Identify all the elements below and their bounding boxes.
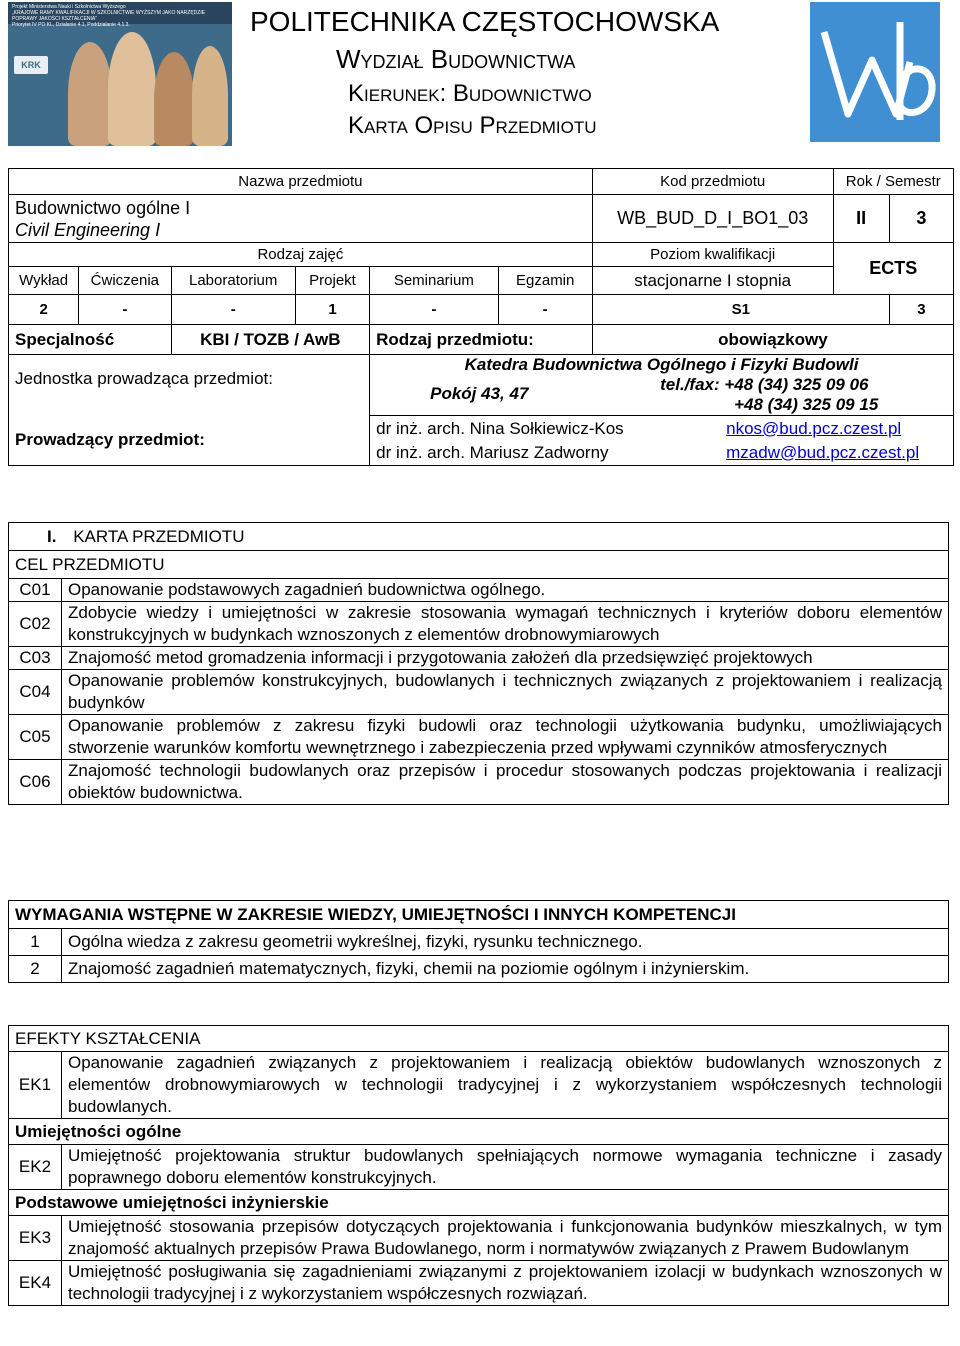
col-header-name: Nazwa przedmiotu [9,169,593,195]
outcome-code: EK1 [9,1052,62,1119]
course-info-table [8,168,954,466]
col-header-code: Kod przedmiotu [592,169,833,195]
goal-code: C03 [9,647,62,670]
prereq-code: 1 [9,929,62,956]
tel-fax-2: +48 (34) 325 09 15 [734,395,879,414]
outcome-code: EK4 [9,1261,62,1306]
class-type-header: Rodzaj zajęć [9,243,593,267]
prereq-text: Ogólna wiedza z zakresu geometrii wykreślnej, fizyki, rysunku technicznego. [62,929,949,956]
faculty-name: Wydział Budownictwa [336,44,576,74]
goal-code: C06 [9,760,62,805]
outcome-code: EK3 [9,1216,62,1261]
specialty-label: Specjalność [9,325,172,355]
goal-code: C01 [9,579,62,602]
prerequisites-table [8,900,949,983]
type-exam: Egzamin [498,267,592,295]
project-banner [8,2,232,146]
unit-label: Jednostka prowadząca przedmiot: [9,355,370,416]
type-laboratory: Laboratorium [171,267,295,295]
ects-value: 3 [889,295,953,325]
level-code: S1 [592,295,889,325]
type-project: Projekt [295,267,369,295]
course-code: WB_BUD_D_I_BO1_03 [592,195,833,243]
col-header-year: Rok / Semestr [833,169,953,195]
course-kind-value: obowiązkowy [592,325,953,355]
outcome-text: Umiejętność projektowania struktur budowlanych spełniających normowe wymagania techniczne i zasady poprawnego doboru elementów konstrukcyjnych. [62,1145,949,1190]
unit-name: Katedra Budownictwa Ogólnego i Fizyki Budowli [464,355,859,374]
prereq-text: Znajomość zagadnień matematycznych, fizyki, chemii na poziomie ogólnym i inżynierskim. [62,956,949,983]
hours-exam: - [498,295,592,325]
document-title: Karta Opisu Przedmiotu [348,112,597,139]
goal-code: C05 [9,715,62,760]
outcome-subheader: Umiejętności ogólne [9,1119,949,1145]
student-photo [108,32,156,146]
level-header: Poziom kwalifikacji [592,243,833,267]
student-photo [68,42,112,146]
course-name-en: Civil Engineering I [15,219,161,240]
goal-text: Opanowanie podstawowych zagadnień budownictwa ogólnego. [62,579,949,602]
course-goals-table [8,522,949,805]
hours-laboratory: - [171,295,295,325]
hours-lecture: 2 [9,295,79,325]
qualification-level: stacjonarne I stopnia [592,267,833,295]
goal-text: Opanowanie problemów z zakresu fizyki budowli oraz technologii użytkowania budynku, umożliwiających stworzenie warunków komfortu wewnętrznego i zabezpieczenia przed wpływami czynników atmosferycznych [62,715,949,760]
student-photo [192,46,228,146]
outcome-text: Umiejętność stosowania przepisów dotyczących projektowania i funkcjonowania budynków mieszkalnych, w tym znajomość aktualnych przepisów Prawa Budowlanego, norm i normatywów związanych z Prawem Budowlanym [62,1216,949,1261]
outcome-text: Opanowanie zagadnień związanych z projektowaniem i realizacją obiektów budowlanych wznoszonych z elementów drobnowymiarowych w technologii tradycyjnej i z wykorzystaniem współczesnych technologii budowlanych. [62,1052,949,1119]
goal-text: Zdobycie wiedzy i umiejętności w zakresie stosowania wymagań technicznych i kryteriów doboru elementów konstrukcyjnych w budynkach wznoszonych z elementów drobnowymiarowych [62,602,949,647]
krk-badge: KRK [14,56,48,74]
tel-fax-1: tel./fax: +48 (34) 325 09 06 [660,375,869,394]
goal-code: C04 [9,670,62,715]
prerequisites-header: WYMAGANIA WSTĘPNE W ZAKRESIE WIEDZY, UMIEJĘTNOŚCI I INNYCH KOMPETENCJI [9,901,949,929]
goal-text: Opanowanie problemów konstrukcyjnych, budowlanych i technicznych związanych z projektowaniem i realizacją budynków [62,670,949,715]
outcome-subheader: Podstawowe umiejętności inżynierskie [9,1190,949,1216]
goal-text: Znajomość metod gromadzenia informacji i przygotowania założeń dla przedsięwzięć projektowych [62,647,949,670]
specialty-value: KBI / TOZB / AwB [171,325,370,355]
learning-outcomes-table [8,1025,949,1306]
course-name-pl: Budownictwo ogólne I [15,197,191,218]
email-link-2[interactable]: mzadw@bud.pcz.czest.pl [726,442,920,462]
outcomes-header: EFEKTY KSZTAŁCENIA [9,1026,949,1052]
lecturer-1: dr inż. arch. Nina Sołkiewicz-Kos [376,418,624,438]
room-number: Pokój 43, 47 [430,384,529,403]
university-name: POLITECHNIKA CZĘSTOCHOWSKA [250,6,720,37]
outcome-text: Umiejętność posługiwania się zagadnieniami związanymi z projektowaniem izolacji w budynkach wznoszonych w technologii tradycyjnej i z wykorzystaniem współczesnych rozwiązań. [62,1261,949,1306]
outcome-code: EK2 [9,1145,62,1190]
goal-text: Znajomość technologii budowlanych oraz przepisów i procedur stosowanych podczas projektowania i realizacji obiektów budownictwa. [62,760,949,805]
course-kind-label: Rodzaj przedmiotu: [370,325,593,355]
goal-code: C02 [9,602,62,647]
type-exercises: Ćwiczenia [79,267,171,295]
course-year: II [833,195,889,243]
wb-logo [810,2,940,142]
email-link-1[interactable]: nkos@bud.pcz.czest.pl [726,418,902,438]
section-title: KARTA PRZEDMIOTU [73,526,245,546]
prereq-code: 2 [9,956,62,983]
type-lecture: Wykład [9,267,79,295]
section-number: I. [47,526,57,546]
hours-seminar: - [370,295,498,325]
field-of-study: Kierunek: Budownictwo [348,80,592,107]
course-semester: 3 [889,195,953,243]
ects-header: ECTS [833,243,953,295]
banner-strip: Projekt Ministerstwa Nauki i Szkolnictwa Wyższego „KRAJOWE RAMY KWALIFIKACJI W SZKOLNICTWIE WYŻSZYM JAKO NARZĘDZIE POPRAWY JAKOŚCI KSZTAŁCENIA” Priorytet IV PO KL, Działanie 4.1, Poddziałanie 4.1.3. [8,2,232,24]
hours-project: 1 [295,295,369,325]
hours-exercises: - [79,295,171,325]
type-seminar: Seminarium [370,267,498,295]
goals-header: CEL PRZEDMIOTU [9,551,949,579]
lecturer-label: Prowadzący przedmiot: [9,416,370,466]
student-photo [154,52,194,146]
lecturer-2: dr inż. arch. Mariusz Zadworny [376,442,609,462]
